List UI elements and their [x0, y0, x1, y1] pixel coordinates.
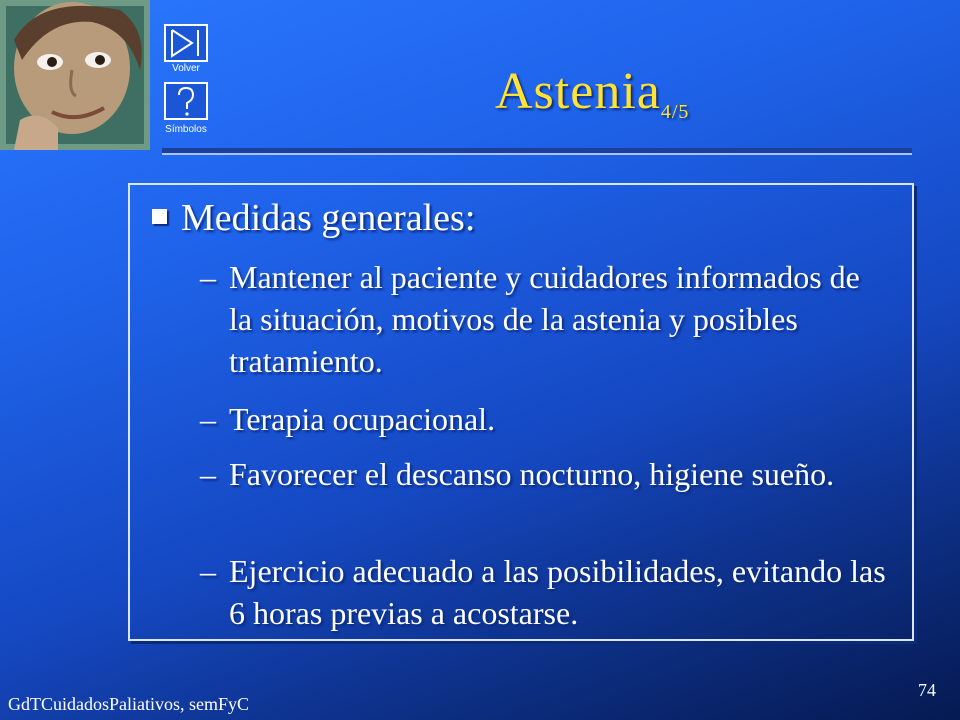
help-button-label: Símbolos — [165, 124, 207, 135]
portrait-image — [0, 0, 150, 150]
dash-marker: – — [200, 553, 216, 589]
sub-item — [200, 256, 889, 382]
play-end-icon — [166, 26, 206, 60]
slide-title-text: Astenia — [495, 63, 661, 120]
question-mark-icon — [166, 84, 206, 118]
sub-item — [200, 453, 889, 495]
slide-title — [495, 62, 689, 124]
title-divider — [162, 148, 912, 153]
sub-item-text: Mantener al paciente y cuidadores informados de la situación, motivos de la astenia y posibles tratamiento. — [229, 259, 860, 379]
back-button[interactable] — [164, 24, 208, 62]
footer-credit: GdTCuidadosPaliativos, semFyC — [8, 694, 250, 714]
page-number: 74 — [918, 680, 936, 700]
dash-marker: – — [200, 456, 216, 492]
sub-item-text: Favorecer el descanso nocturno, higiene sueño. — [229, 456, 835, 492]
dash-marker: – — [200, 401, 216, 437]
slide-title-subscript: 4/5 — [660, 101, 690, 123]
sub-item — [200, 550, 889, 634]
help-button[interactable] — [164, 82, 208, 120]
back-button-label: Volver — [172, 63, 200, 74]
sub-item-text: Ejercicio adecuado a las posibilidades, evitando las 6 horas previas a acostarse. — [229, 553, 886, 631]
main-bullet — [152, 196, 475, 240]
sub-item-text: Terapia ocupacional. — [229, 401, 496, 437]
main-bullet-text: Medidas generales: — [181, 197, 476, 239]
square-bullet-icon — [152, 209, 167, 224]
sub-item — [200, 398, 889, 440]
face-illustration — [0, 0, 150, 150]
dash-marker: – — [200, 259, 216, 295]
